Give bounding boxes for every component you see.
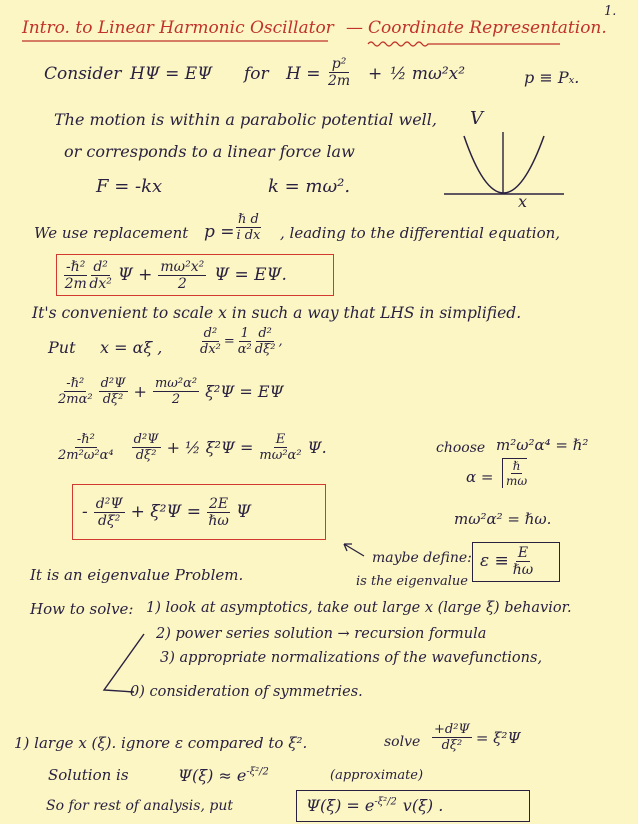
graph-x-label: x (518, 192, 528, 211)
pointer-arrow (340, 540, 370, 560)
schrodinger-eq: HΨ = EΨ (130, 64, 213, 84)
step-1: 1) look at asymptotics, take out large x (large ξ) behavior. (146, 600, 572, 616)
force-law-text: or corresponds to a linear force law (64, 142, 355, 161)
solution-text: Solution is (48, 766, 129, 784)
eigenvalue-problem-text: It is an eigenvalue Problem. (30, 566, 244, 584)
page-title: Intro. to Linear Harmonic Oscillator (22, 18, 334, 38)
asymptotic-eq: $\frac{\text{+d²Ψ}}{\text{dξ²}}$ = ξ²Ψ (434, 722, 521, 753)
derivative-scaling-eq: $\frac{\text{d²}}{\text{dx²}}$ = $\frac{1}{\text{α²}}$ d² dξ² , (200, 326, 283, 357)
choose-eq: m²ω²α⁴ = ℏ² (496, 436, 589, 454)
eigen-eq: - d²Ψ dξ² + ξ²Ψ = 2E ℏω Ψ (82, 495, 252, 529)
page-number: 1. (604, 4, 617, 19)
scaling-text: It's convenient to scale x in such a way that LHS in simplified. (32, 304, 522, 322)
step-3: 3) appropriate normalizations of the wavefunctions, (160, 650, 543, 666)
page-subtitle: Coordinate Representation. (368, 18, 607, 38)
put-text: Put (48, 338, 76, 357)
step-2: 2) power series solution → recursion formula (156, 626, 487, 642)
spring-constant-eq: k = mω². (268, 176, 351, 197)
for-text: for (244, 64, 269, 84)
replacement-text: We use replacement (34, 224, 189, 242)
consider-text: Consider (44, 64, 122, 84)
choose-text: choose (436, 440, 486, 456)
epsilon-def: ε ≡ E ℏω (480, 544, 534, 578)
potential-term: ½ mω²x² (390, 64, 466, 84)
hamiltonian-lhs: H = (286, 64, 321, 84)
alpha-sqrt: ℏ mω (502, 458, 527, 488)
motion-text: The motion is within a parabolic potential well, (54, 110, 437, 129)
graph-v-label: V (470, 108, 483, 129)
maybe-define-text: maybe define: (372, 550, 472, 566)
rest-of-analysis-text: So for rest of analysis, put (46, 798, 233, 814)
eigenvalue-note: is the eigenvalue (356, 574, 468, 589)
scaling-eq: x = αξ , (100, 338, 163, 357)
alpha-lhs: α = (466, 468, 494, 486)
mwa-eq: mω²α² = ℏω. (454, 510, 552, 528)
leading-text: , leading to the differential equation, (280, 224, 561, 242)
title-dash: — (346, 18, 363, 38)
title-underlines (0, 0, 638, 60)
p-definition: p ≡ Pₓ. (524, 68, 580, 87)
hamiltonian-eq: -ℏ² 2m d² dx² Ψ + $\frac{\text{mω²x²}}{2}$ Ψ = EΨ. (64, 258, 287, 292)
scaled-eq-2: -ℏ² 2m²ω²α⁴ d²Ψ dξ² + ½ ξ²Ψ = $\frac{E}{\text{mω²α²}}$ Ψ. (58, 432, 327, 463)
ansatz-eq: $\Psi(\xi) = e^{-\xi^2/2}$ v(ξ) . (306, 796, 444, 815)
step-0: 0) consideration of symmetries. (130, 684, 363, 700)
force-eq: F = -kx (96, 176, 163, 197)
momentum-op-frac: ℏ d i dx (236, 212, 261, 243)
scaled-eq-1: -ℏ² 2mα² d²Ψ dξ² + $\frac{\text{mω²α²}}{2}$ ξ²Ψ = EΨ (58, 376, 284, 407)
approximate-note: (approximate) (330, 768, 424, 783)
parabola-graph (440, 120, 570, 200)
step-0-arrow (100, 630, 160, 700)
how-to-solve-text: How to solve: (30, 600, 134, 618)
plus-sign: + (368, 64, 383, 84)
solve-text: solve (384, 734, 421, 750)
p2-over-2m: p² 2m (328, 56, 351, 89)
large-x-text: 1) large x (ξ). ignore ε compared to ξ². (14, 734, 308, 752)
asymptotic-solution: $\Psi(\xi) \approx e^{-\xi^2/2}$ (178, 766, 269, 785)
momentum-op-lhs: p = (204, 222, 235, 242)
